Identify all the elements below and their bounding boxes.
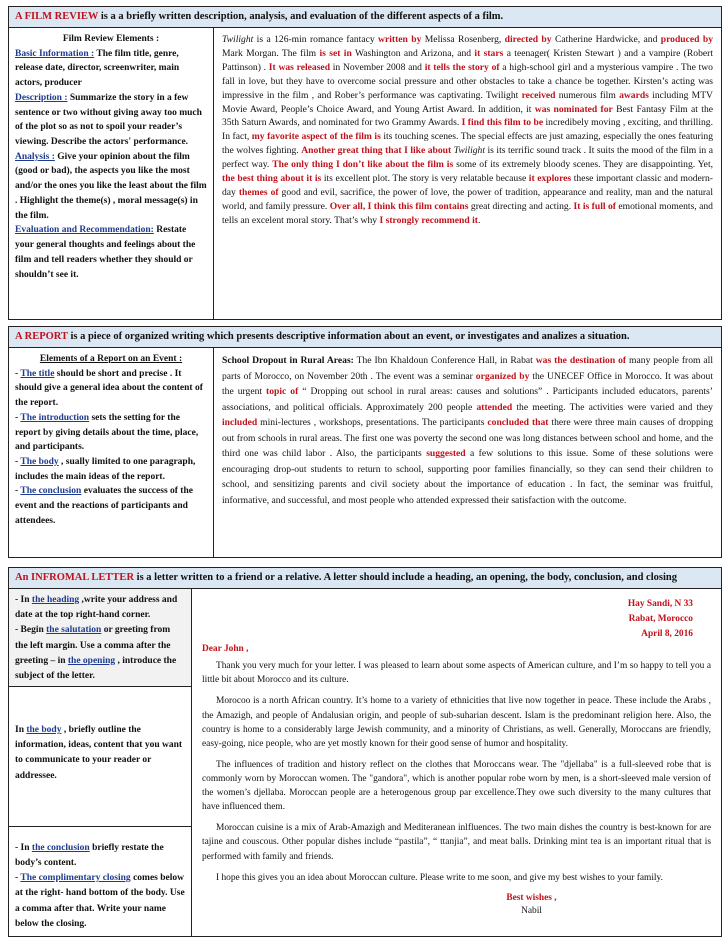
report-red-text: attended bbox=[476, 401, 513, 413]
evaluation-text: Restate your general thoughts and feelings about the film and tell readers whether they should or shouldn’t see it. bbox=[15, 225, 196, 280]
film-review-text: its touching scenes. The special effects are just amazing, especially the ones featuring the wolves fighting. bbox=[222, 131, 713, 157]
heading-opening-blue-text: the opening bbox=[67, 655, 116, 666]
heading-opening-text: - Begin bbox=[15, 625, 47, 636]
film-elements-title: Film Review Elements : bbox=[62, 34, 160, 44]
report-header bbox=[9, 327, 721, 348]
film-review-text: a teenager( Kristen Stewart ) and a vampire (Robert Pattinson) . bbox=[222, 47, 713, 73]
body-guide bbox=[9, 686, 191, 826]
letter-paragraph: Morocoo is a north African country. It’s home to a variety of ethnicities that live now together in peace. These include the Arabs , the Amazigh, and people of Andalusian origin, and people of sub-suharian descent. Islam is the predominant religion here. Also, the country is home to a considerably large Jewish community, and a minority of Christians, as well. Generally, Moroccans are friendly, easy-going, nice people, who are yet mostly known for their good sense of humor and hospitality. bbox=[202, 696, 711, 749]
letter-salutation: Dear John , bbox=[202, 644, 249, 655]
film-review-text: some of its extremely bloody scenes. They are disappointing. Yet, bbox=[453, 159, 714, 171]
letter-elements bbox=[9, 589, 192, 936]
description-text: Summarize the story in a few sentence or two without giving away too much of the plot so as not to spoil your reader’s viewing. Describe the actors' performance. bbox=[15, 92, 202, 148]
report-section bbox=[8, 326, 722, 558]
description-heading: Description : bbox=[15, 92, 68, 103]
report-red-text: concluded that bbox=[487, 417, 549, 429]
conclusion-text: briefly restate the body’s content. bbox=[15, 842, 164, 869]
informal-letter-section bbox=[8, 567, 722, 937]
film-review-red-text: written by bbox=[378, 34, 422, 45]
film-review-text: Melissa Rosenberg, bbox=[421, 34, 505, 45]
film-review-red-text: Another great thing that I like about bbox=[301, 145, 452, 157]
film-review-text: Best Fantasy Film at the 35th Saturn Awards, and nominated for two Grammy Awards. bbox=[222, 103, 713, 129]
film-review-red-text: it explores bbox=[528, 173, 572, 185]
film-review-red-text: awards bbox=[619, 89, 649, 101]
film-review-red-text: received bbox=[521, 89, 556, 101]
report-text: mini-lectures , workshops, presentations. The participants bbox=[257, 417, 488, 429]
film-review-text: great directing and acting. bbox=[468, 200, 574, 212]
film-review-red-text: it tells the story of bbox=[424, 61, 500, 73]
film-review-red-text: Over all, I think this film contains bbox=[329, 200, 469, 212]
film-review-red-text: It is full of bbox=[573, 200, 616, 212]
basic-info-text: The film title, genre, release date, director, screenwriter, main actors, producer bbox=[15, 48, 180, 89]
film-review-text: a high-school girl and a mysterious vampire . The two fall in love, but they have to overcome social pressure and other obstacles to take a chance be together. Kirsten’s acting was impressive in the film , and Rober’s performance was captivating. Twilight bbox=[222, 61, 713, 101]
report-elements: Elements of a Report on an Event : - The title should be short and precise . It should give a general idea about the content of the report. - The introduction sets the setting for the report by giving details about the time, place, and participants. - The body , sually limited to one paragraph, includes the main ideas of the report. - The conclusion evaluates the success of the event and the reactions of participants and attendees. bbox=[9, 348, 214, 557]
film-review-text: its excellent plot. The story is very relatable because bbox=[321, 173, 529, 185]
film-review-red-text: is set in bbox=[319, 47, 352, 59]
closing-phrase: Best wishes , bbox=[506, 892, 557, 903]
heading-opening-blue-text: the heading bbox=[31, 595, 80, 605]
film-review-red-text: was nominated for bbox=[534, 103, 613, 115]
report-text: “ Dropping out school in rural areas: causes and solutions” . Participants included educators, parents’ associations, and political officials. Approximately 200 people bbox=[222, 386, 713, 413]
signature-name: Nabil bbox=[521, 905, 542, 916]
film-review-red-text: It was released bbox=[268, 61, 331, 73]
film-review-text: is a 126-min romance fantacy bbox=[253, 34, 379, 45]
film-review-red-text: produced by bbox=[660, 34, 714, 45]
report-body-text: , sually limited to one paragraph, includes the main ideas of the report. bbox=[15, 457, 196, 482]
heading-opening-text: , introduce the subject of the letter. bbox=[15, 655, 177, 681]
heading-opening-blue-text: the salutation bbox=[46, 625, 102, 636]
heading-opening-text: or greeting from the left margin. Use a comma after the greeting – in bbox=[15, 625, 171, 666]
film-review-red-text: The only thing I don’t like about the film is bbox=[272, 159, 454, 171]
report-red-text: suggested bbox=[426, 448, 466, 460]
film-review-section bbox=[8, 6, 722, 320]
film-review-i-text: Twilight bbox=[453, 145, 485, 157]
film-review-text: numerous film bbox=[555, 89, 620, 101]
letter-address bbox=[202, 597, 693, 642]
film-review-text: including MTV Movie Award, People’s Choice Award, and Young Artist Award. In addition, it bbox=[222, 89, 713, 115]
film-review-title: A FILM REVIEW bbox=[15, 11, 99, 22]
report-text: the meeting. The activities were varied and they bbox=[512, 401, 713, 413]
heading-opening-text: - In bbox=[15, 595, 32, 605]
film-review-text: Catherine Hardwicke, and bbox=[551, 34, 661, 45]
report-title: A REPORT bbox=[15, 331, 68, 342]
body-text: , briefly outline the information, ideas, content that you want to communicate to your reader or addressee. bbox=[15, 725, 183, 781]
letter-definition: is a letter written to a friend or a relative. A letter should include a heading, an opening, the body, conclusion, and closing bbox=[134, 572, 677, 583]
conclusion-text: comes below at the right- hand bottom of the body. Use a comma after that. Write your name below the closing. bbox=[15, 873, 185, 929]
film-review-red-text: directed by bbox=[504, 34, 552, 45]
report-text: the UNECEF Office in Morocco. It was about the urgent bbox=[222, 370, 713, 398]
letter-paragraph: Moroccan cuisine is a mix of Arab-Amazigh and Mediteranean inlfluences. The two main dishes the country is best-known for are tajine and couscous. Other popular dishes include “pastila”, “ ttanjia”, and meat balls. Drinking mint tea is an important ritual that is performed with family and friends. bbox=[202, 823, 711, 862]
conclusion-closing-guide bbox=[9, 826, 191, 936]
film-review-red-text: my favorite aspect of the film is bbox=[251, 131, 381, 143]
film-review-text: in November 2008 and bbox=[330, 61, 425, 73]
body-text: In bbox=[15, 725, 27, 735]
conclusion-text: - In bbox=[15, 842, 32, 853]
report-text: The Ibn Khaldoun Conference Hall, in Rabat bbox=[353, 355, 536, 366]
film-review-text: these important classic and modern-day bbox=[222, 173, 713, 198]
conclusion-text: - bbox=[15, 873, 21, 884]
film-review-text: Washington and Arizona, and bbox=[351, 47, 475, 59]
report-intro-text: sets the setting for the report by giving details about the time, place, and participants. bbox=[15, 412, 199, 453]
report-elements-title: Elements of a Report on an Event : bbox=[39, 354, 183, 364]
report-conclusion-text: evaluates the success of the event and the reactions of participants and attendees. bbox=[15, 486, 193, 526]
heading-opening-text: ,write your address and date at the top right-hand corner. bbox=[15, 595, 178, 621]
film-review-elements bbox=[9, 28, 214, 319]
film-review-red-text: the best thing about it is bbox=[222, 173, 322, 185]
report-red-text: organized by bbox=[475, 370, 530, 382]
film-review-text: Mark Morgan. The film bbox=[222, 47, 320, 59]
film-review-header bbox=[9, 7, 721, 28]
report-title-heading: The title bbox=[20, 368, 55, 379]
basic-info-heading: Basic Information : bbox=[15, 48, 95, 59]
film-review-red-text: it stars bbox=[474, 47, 504, 59]
evaluation-heading: Evaluation and Recommendation: bbox=[15, 225, 154, 236]
report-example bbox=[214, 348, 721, 557]
report-text: a few solutions to this issue. Some of these solutions were encouraging drop-out students to return to school, supporting poor families financially, so they can send their children to school, and sensitizing parents and civil society about the importance of education . In fact, the seminar was fruitful, informative, and successful, and most people who attended expressed their satisfaction with the outcome. bbox=[222, 448, 713, 506]
letter-paragraph: Thank you very much for your letter. I was pleased to learn about some aspects of American culture, and I’m so happy to tell you a little bit about Morocco and its culture. bbox=[202, 661, 711, 686]
film-review-red-text: I strongly recommend it bbox=[379, 214, 478, 226]
body-blue-text: the body bbox=[26, 725, 62, 735]
film-review-text: good and evil, sacrifice, the power of love, the power of tradition, appearance and reality, man and the natural world, and family pressure. bbox=[222, 186, 713, 212]
report-definition: is a piece of organized writing which presents descriptive information about an event, or investigates and analizes a situation. bbox=[67, 331, 630, 342]
film-review-text: is its terrific sound track . It suits the mood of the film in a perfect way. bbox=[222, 145, 713, 171]
report-red-text: was the destination of bbox=[535, 355, 627, 366]
letter-date: April 8, 2016 bbox=[641, 629, 693, 640]
film-review-text: incredibely moving , exciting, and thrilling. In fact, bbox=[222, 117, 713, 143]
letter-example bbox=[192, 589, 721, 936]
heading-opening-guide bbox=[9, 589, 191, 686]
film-review-text: . bbox=[477, 214, 481, 226]
conclusion-blue-text: The complimentary closing bbox=[20, 873, 131, 884]
analysis-heading: Analysis : bbox=[15, 151, 55, 162]
film-review-definition: is a a briefly written description, analysis, and evaluation of the different aspects of a film. bbox=[98, 11, 504, 22]
report-b-text: School Dropout in Rural Areas: bbox=[222, 355, 354, 366]
report-red-text: topic of bbox=[266, 386, 299, 398]
letter-closing bbox=[202, 892, 711, 918]
letter-title: An INFROMAL LETTER bbox=[15, 572, 135, 583]
film-review-red-text: I find this film to be bbox=[461, 117, 544, 129]
report-red-text: included bbox=[222, 417, 258, 429]
address-line-street: Hay Sandi, N 33 bbox=[627, 599, 693, 609]
report-title-text: should be short and precise . It should give a general idea about the content of the report. bbox=[15, 368, 203, 409]
letter-paragraph: I hope this gives you an idea about Moroccan culture. Please write to me soon, and give my best wishes to your family. bbox=[216, 872, 663, 883]
analysis-text: Give your opinion about the film (good or bad), the aspects you like the most and/or the ones you like the least about the film . Highlight the theme(s) , moral message(s) in the film. bbox=[15, 151, 207, 221]
conclusion-blue-text: the conclusion bbox=[31, 842, 90, 853]
report-conclusion-heading: The conclusion bbox=[20, 486, 82, 497]
report-text: there were three main causes of dropping out from schools in rural areas. The first one was poverty the second one was long distances between school and home, and the third one was child labor . Also, the participants bbox=[222, 417, 713, 460]
letter-header bbox=[9, 568, 721, 589]
film-review-example bbox=[214, 28, 721, 319]
report-body-heading: The body bbox=[20, 457, 59, 468]
address-line-city: Rabat, Morocco bbox=[628, 614, 693, 625]
report-intro-heading: The introduction bbox=[20, 412, 90, 423]
film-review-text: emotional moments, and tells an excelent moral story. That’s why bbox=[222, 200, 713, 226]
report-text: many people from all parts of Morocco, on November 20th . The event was a seminar bbox=[222, 355, 713, 382]
letter-paragraph: The influences of tradition and history reflect on the clothes that Moroccans wear. The "djellaba" is a full-sleeved robe that is commonly worn by Moroccan women. The "gandora", which is another popular robe worn by men, is a short-sleeved male version of the women’s djellaba. Moroccan people are a heterogenous group par excellence.They owe such diversity to the many cultures that have influenced them. bbox=[202, 759, 711, 813]
film-review-red-text: themes of bbox=[238, 186, 279, 198]
film-review-i-text: Twilight bbox=[222, 34, 254, 45]
